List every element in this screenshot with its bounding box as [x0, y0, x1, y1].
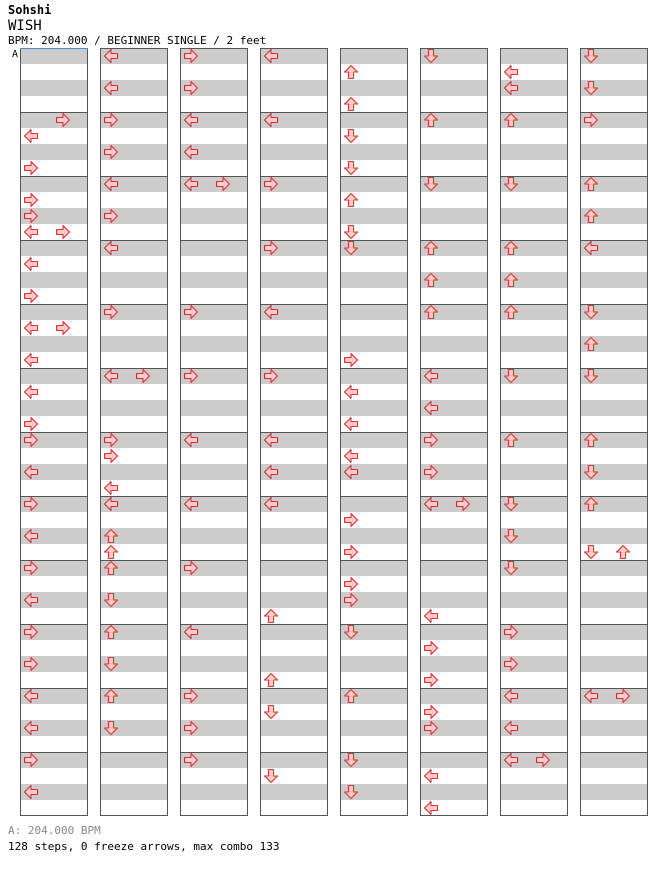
beat-band — [100, 784, 168, 800]
beat-band — [20, 400, 88, 416]
step-arrow-right — [345, 514, 358, 527]
beat-band — [260, 688, 328, 704]
beat-band — [260, 400, 328, 416]
beat-band — [500, 144, 568, 160]
beat-band — [340, 368, 408, 384]
beat-band — [340, 656, 408, 672]
step-arrow-right — [57, 226, 70, 239]
step-arrow-right — [25, 418, 38, 431]
step-arrow-right — [425, 642, 438, 655]
beat-band — [420, 336, 488, 352]
beat-band — [180, 784, 248, 800]
step-arrow-up — [617, 546, 630, 559]
beat-band — [500, 784, 568, 800]
beat-band — [260, 144, 328, 160]
step-arrow-right — [345, 578, 358, 591]
step-arrow-up — [345, 194, 358, 207]
step-arrow-right — [345, 546, 358, 559]
beat-band — [340, 496, 408, 512]
beat-band — [340, 400, 408, 416]
beat-band — [580, 144, 648, 160]
beat-band — [340, 176, 408, 192]
step-arrow-left — [25, 354, 38, 367]
step-arrow-down — [345, 226, 358, 239]
beat-band — [180, 400, 248, 416]
beat-band — [340, 272, 408, 288]
beat-band — [260, 560, 328, 576]
beat-band — [260, 80, 328, 96]
beat-band — [180, 528, 248, 544]
step-arrow-left — [345, 450, 358, 463]
song-artist: Sohshi — [8, 3, 52, 17]
beat-band — [580, 272, 648, 288]
step-arrow-left — [425, 802, 438, 815]
beat-band — [420, 80, 488, 96]
beat-band — [420, 624, 488, 640]
step-arrow-right — [25, 290, 38, 303]
beat-band — [580, 624, 648, 640]
step-arrow-up — [345, 66, 358, 79]
beat-band — [180, 208, 248, 224]
beat-band — [100, 272, 168, 288]
step-arrow-left — [105, 482, 118, 495]
beat-band — [500, 208, 568, 224]
step-arrow-left — [25, 258, 38, 271]
beat-band — [340, 208, 408, 224]
beat-band — [260, 528, 328, 544]
beat-band — [260, 624, 328, 640]
beat-band — [180, 336, 248, 352]
beat-band — [420, 752, 488, 768]
beat-band — [180, 592, 248, 608]
beat-band — [20, 304, 88, 320]
beat-band — [580, 528, 648, 544]
beat-band — [420, 528, 488, 544]
beat-band — [340, 432, 408, 448]
beat-band — [420, 560, 488, 576]
beat-band — [580, 560, 648, 576]
beat-band — [260, 592, 328, 608]
beat-band — [580, 784, 648, 800]
step-arrow-right — [345, 354, 358, 367]
bpm-marker-label: A — [12, 49, 19, 60]
beat-band — [100, 400, 168, 416]
beat-band — [20, 112, 88, 128]
song-title: WISH — [8, 18, 42, 34]
beat-band — [500, 336, 568, 352]
step-arrow-up — [265, 674, 278, 687]
beat-band — [340, 80, 408, 96]
beat-band — [180, 272, 248, 288]
beat-band — [180, 656, 248, 672]
beat-band — [100, 464, 168, 480]
beat-band — [260, 656, 328, 672]
beat-band — [420, 144, 488, 160]
step-arrow-down — [265, 706, 278, 719]
beat-band — [420, 688, 488, 704]
beat-band — [340, 112, 408, 128]
step-arrow-left — [345, 386, 358, 399]
beat-band — [580, 752, 648, 768]
beat-band — [20, 336, 88, 352]
beat-band — [20, 144, 88, 160]
beat-band — [420, 208, 488, 224]
beat-band — [500, 592, 568, 608]
step-arrow-up — [105, 546, 118, 559]
beat-band — [260, 752, 328, 768]
beat-band — [340, 304, 408, 320]
beat-band — [580, 400, 648, 416]
beat-band — [20, 80, 88, 96]
beat-band — [340, 720, 408, 736]
step-arrow-right — [105, 450, 118, 463]
step-summary: 128 steps, 0 freeze arrows, max combo 133 — [8, 840, 280, 853]
beat-band — [20, 368, 88, 384]
beat-band — [260, 784, 328, 800]
beat-band — [20, 176, 88, 192]
step-arrow-right — [25, 162, 38, 175]
step-arrow-right — [25, 194, 38, 207]
beat-band — [180, 464, 248, 480]
beat-band — [340, 48, 408, 64]
beat-band — [260, 272, 328, 288]
step-arrow-left — [425, 610, 438, 623]
beat-band — [500, 48, 568, 64]
beat-band — [260, 336, 328, 352]
step-arrow-right — [425, 674, 438, 687]
beat-band — [100, 336, 168, 352]
step-arrow-left — [25, 130, 38, 143]
chart-info: BPM: 204.000 / BEGINNER SINGLE / 2 feet — [8, 34, 267, 47]
step-arrow-down — [585, 546, 598, 559]
step-arrow-down — [345, 162, 358, 175]
step-arrow-left — [505, 66, 518, 79]
beat-band — [340, 560, 408, 576]
beat-band — [20, 240, 88, 256]
beat-band — [260, 208, 328, 224]
step-arrow-left — [345, 418, 358, 431]
step-arrow-right — [425, 706, 438, 719]
step-arrow-right — [57, 322, 70, 335]
beat-band — [420, 656, 488, 672]
step-arrow-left — [25, 226, 38, 239]
beat-band — [340, 336, 408, 352]
step-arrow-down — [265, 770, 278, 783]
beat-band — [580, 656, 648, 672]
beat-band — [20, 272, 88, 288]
beat-band — [260, 720, 328, 736]
beat-band — [340, 528, 408, 544]
beat-band — [340, 144, 408, 160]
beat-band — [500, 464, 568, 480]
step-arrow-up — [345, 98, 358, 111]
step-arrow-left — [425, 770, 438, 783]
beat-band — [580, 720, 648, 736]
step-arrow-up — [265, 610, 278, 623]
beat-band — [180, 240, 248, 256]
step-arrow-left — [25, 386, 38, 399]
bpm-legend: A: 204.000 BPM — [8, 824, 101, 837]
step-arrow-down — [345, 130, 358, 143]
beat-band — [580, 592, 648, 608]
step-arrow-left — [25, 322, 38, 335]
beat-band — [420, 784, 488, 800]
beat-band — [20, 48, 88, 64]
beat-band — [500, 400, 568, 416]
beat-band — [100, 752, 168, 768]
beat-band — [420, 592, 488, 608]
